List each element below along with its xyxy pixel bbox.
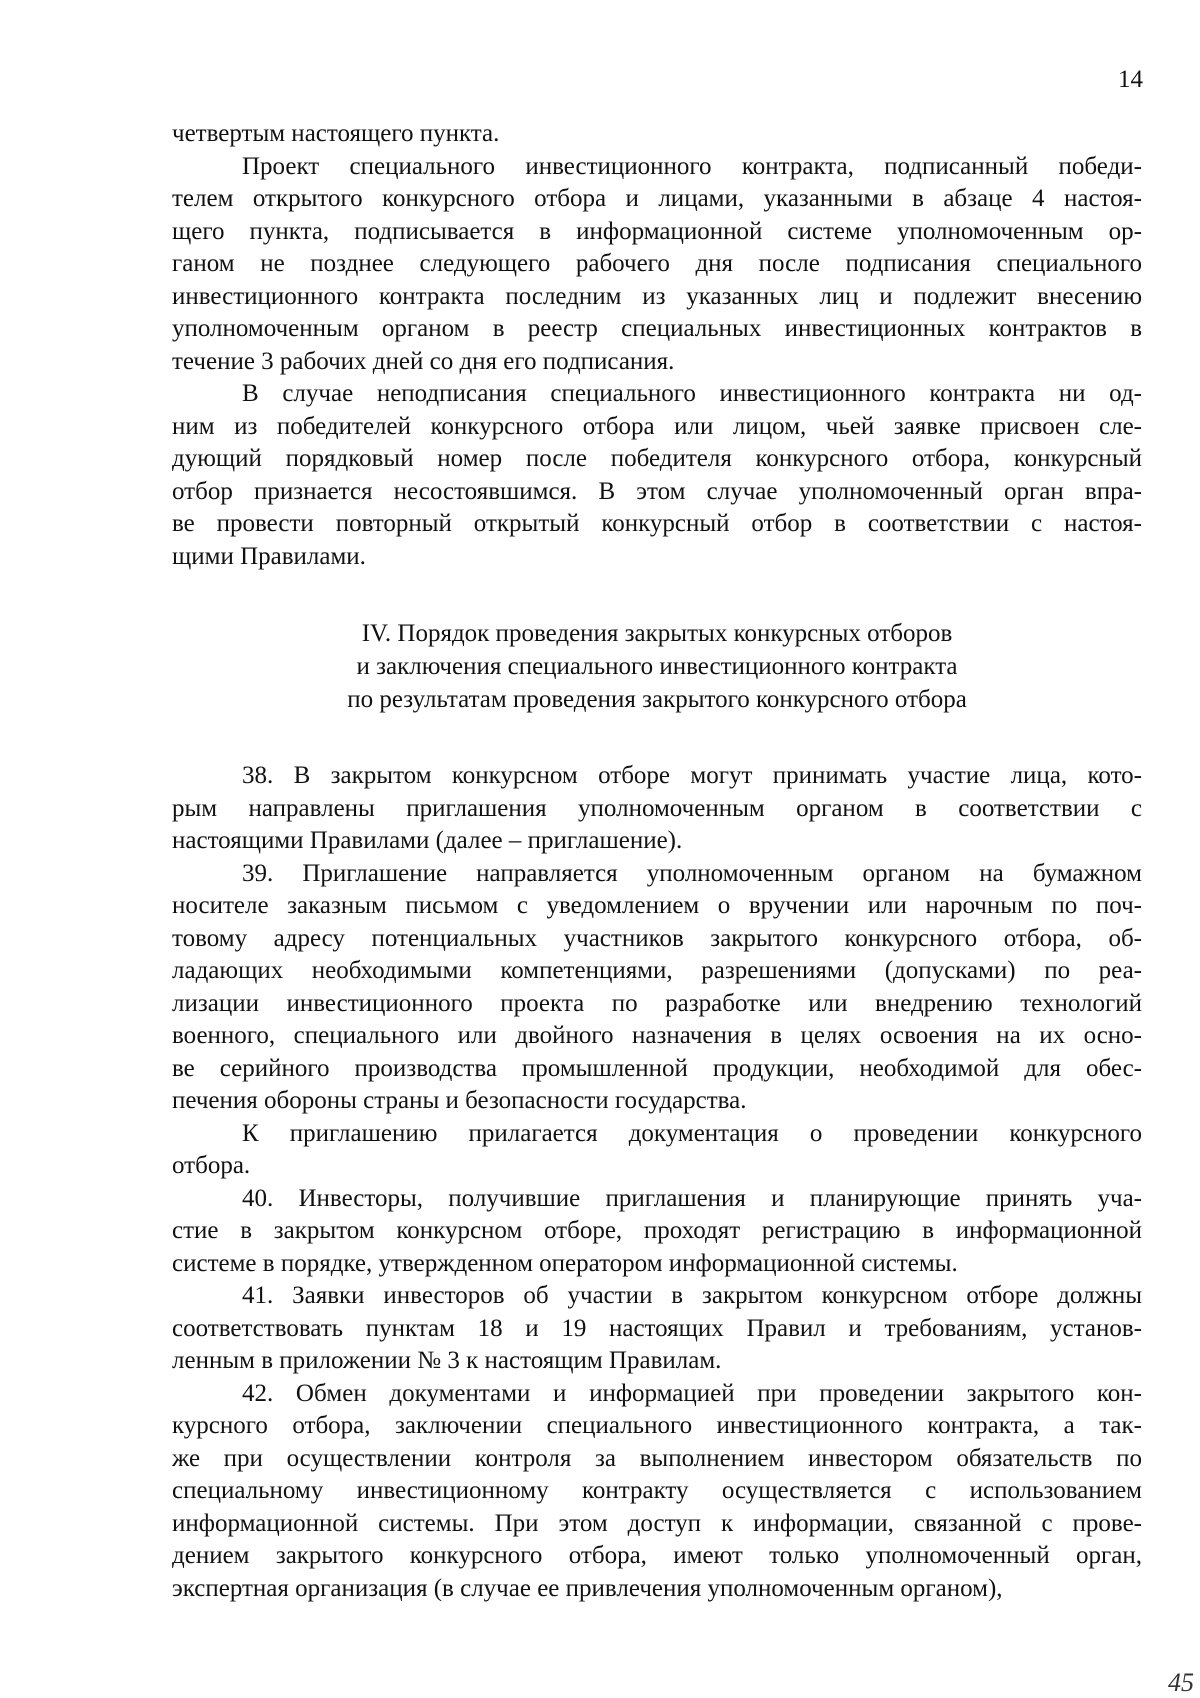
document-body (172, 118, 1142, 1605)
text-line: инвестиционного контракта последним из указанных лиц и подлежит внесению (172, 282, 1142, 310)
handwritten-page-note: 45 (1168, 1668, 1194, 1697)
text-line: системе в порядке, утвержденном оператором информационной системы. (172, 1249, 958, 1277)
paragraph (172, 151, 1142, 379)
paragraph (172, 1183, 1142, 1281)
text-line: же при осуществлении контроля за выполнением инвестором обязательств по (172, 1444, 1142, 1472)
text-line: ладающих необходимыми компетенциями, разрешениями (допусками) по реа- (172, 957, 1142, 984)
heading-line: и заключения специального инвестиционного контракта (356, 653, 958, 680)
text-line: 38. В закрытом конкурсном отборе могут принимать участие лица, кото- (242, 762, 1142, 789)
text-line: телем открытого конкурсного отбора и лицами, указанными в абзаце 4 настоя- (172, 185, 1142, 212)
text-line: настоящими Правилами (далее – приглашение). (172, 827, 683, 854)
paragraph (172, 378, 1142, 573)
text-line: лизации инвестиционного проекта по разработке или внедрению технологий (172, 989, 1142, 1017)
text-line: К приглашению прилагается документация о проведении конкурсного (242, 1119, 1142, 1147)
text-line: щего пункта, подписывается в информационной системе уполномоченным ор- (172, 217, 1142, 245)
heading-line: по результатам проведения закрытого конкурсного отбора (347, 686, 967, 713)
paragraph (172, 858, 1142, 1118)
text-line: 42. Обмен документами и информацией при проведении закрытого кон- (242, 1379, 1142, 1407)
paragraph (172, 760, 1142, 858)
text-line: рым направлены приглашения уполномоченным органом в соответствии с (172, 794, 1142, 822)
paragraph (172, 1378, 1142, 1606)
text-line: носителе заказным письмом с уведомлением о вручении или нарочным по поч- (172, 892, 1142, 919)
paragraph (172, 1118, 1142, 1183)
text-line: товому адресу потенциальных участников закрытого конкурсного отбора, об- (172, 924, 1142, 952)
paragraph (172, 1280, 1142, 1378)
text-line: дующий порядковый номер после победителя конкурсного отбора, конкурсный (172, 445, 1142, 472)
text-line: 41. Заявки инвесторов об участии в закрытом конкурсном отборе должны (242, 1282, 1142, 1309)
section-after-heading (172, 760, 1142, 1605)
text-line: ленным в приложении № 3 к настоящим Правилам. (172, 1347, 722, 1374)
text-line: курсного отбора, заключении специального инвестиционного контракта, а так- (172, 1412, 1142, 1439)
section-before-heading (172, 118, 1142, 573)
paragraph (172, 118, 1142, 151)
text-line: соответствовать пунктам 18 и 19 настоящих Правил и требованиям, установ- (172, 1314, 1142, 1342)
text-line: уполномоченным органом в реестр специальных инвестиционных контрактов в (172, 315, 1142, 342)
text-line: дением закрытого конкурсного отбора, имеют только уполномоченный орган, (172, 1542, 1142, 1569)
text-line: отбор признается несостоявшимся. В этом случае уполномоченный орган впра- (172, 477, 1142, 505)
text-line: четвертым настоящего пункта. (172, 120, 500, 147)
text-line: ве провести повторный открытый конкурсный отбор в соответствии с настоя- (172, 510, 1142, 537)
text-line: стие в закрытом конкурсном отборе, проходят регистрацию в информационной (172, 1217, 1142, 1244)
text-line: течение 3 рабочих дней со дня его подписания. (172, 347, 675, 375)
page-number: 14 (1118, 66, 1143, 93)
text-line: 40. Инвесторы, получившие приглашения и планирующие принять уча- (242, 1184, 1142, 1212)
text-line: информационной системы. При этом доступ к информации, связанной с прове- (172, 1509, 1142, 1537)
text-line: щими Правилами. (172, 542, 366, 570)
text-line: ним из победителей конкурсного отбора или лицом, чьей заявке присвоен сле- (172, 412, 1142, 440)
text-line: 39. Приглашение направляется уполномоченным органом на бумажном (242, 859, 1142, 887)
text-line: ве серийного производства промышленной продукции, необходимой для обес- (172, 1054, 1142, 1082)
text-line: экспертная организация (в случае ее привлечения уполномоченным органом), (172, 1574, 1003, 1602)
text-line: В случае неподписания специального инвестиционного контракта ни од- (242, 380, 1142, 407)
heading-line: IV. Порядок проведения закрытых конкурсных отборов (361, 620, 953, 647)
text-line: отбора. (172, 1152, 251, 1179)
text-line: Проект специального инвестиционного контракта, подписанный победи- (242, 152, 1142, 180)
section-heading (172, 617, 1142, 716)
text-line: специальному инвестиционному контракту осуществляется с использованием (172, 1477, 1142, 1504)
text-line: военного, специального или двойного назначения в целях освоения на их осно- (172, 1022, 1142, 1049)
text-line: печения обороны страны и безопасности государства. (172, 1087, 747, 1114)
text-line: ганом не позднее следующего рабочего дня после подписания специального (172, 250, 1142, 277)
